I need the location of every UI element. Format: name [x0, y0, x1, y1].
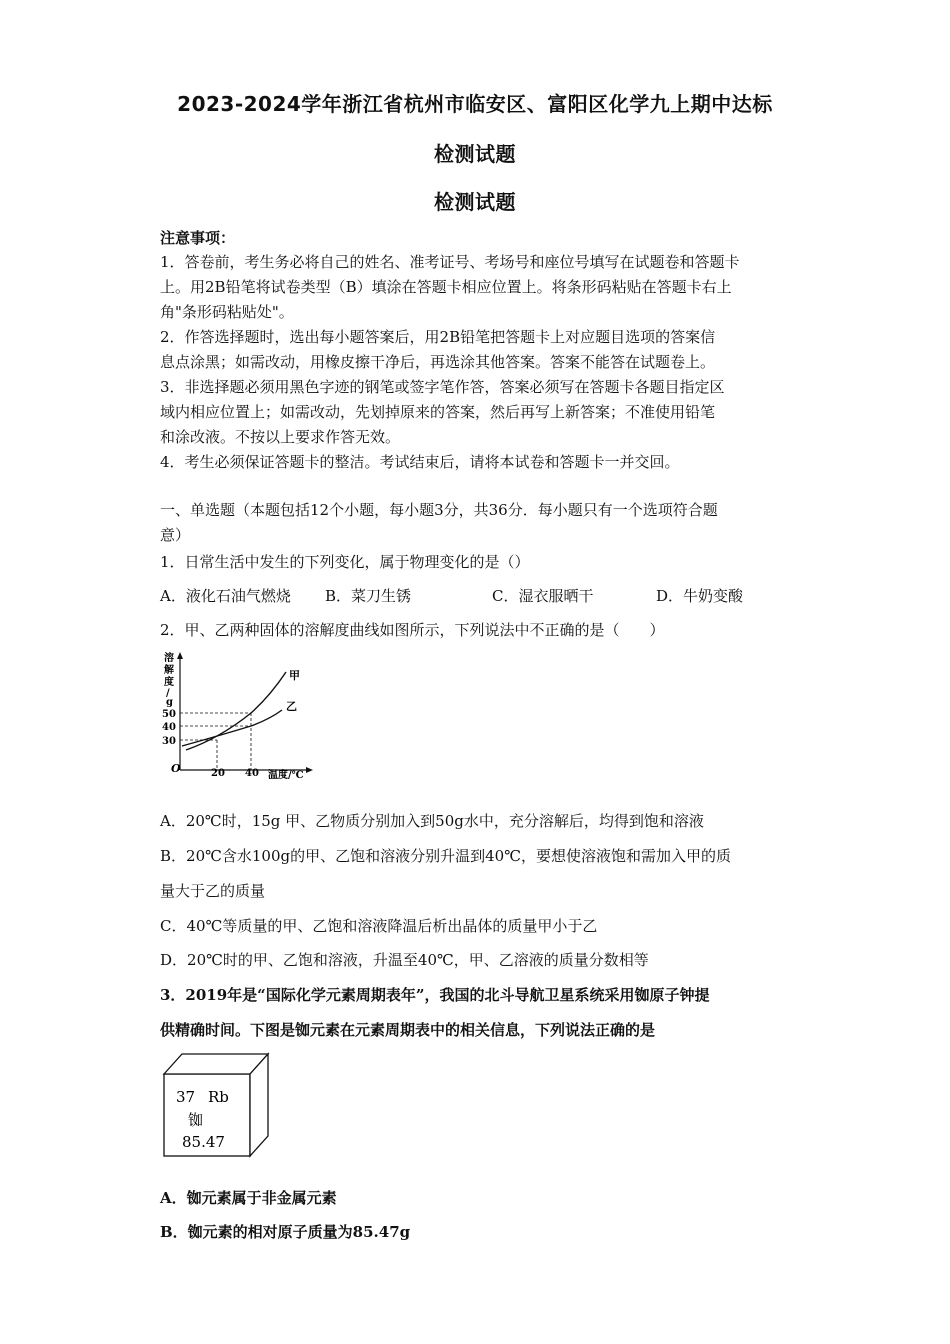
- q1-option-b: B．菜刀生锈: [325, 587, 412, 605]
- y-label-char: 解: [164, 665, 174, 676]
- q2-option-d: D．20℃时的甲、乙饱和溶液，升温至40℃，甲、乙溶液的质量分数相等: [160, 951, 649, 969]
- section-heading-cont: 意）: [160, 526, 191, 544]
- x-tick-40: 40: [245, 768, 259, 779]
- q3-option-a: A．铷元素属于非金属元素: [160, 1189, 337, 1207]
- curve-yi-label: 乙: [286, 700, 297, 713]
- notice-line: 4．考生必须保证答题卡的整洁。考试结束后，请将本试卷和答题卡一并交回。: [160, 453, 680, 471]
- x-tick-20: 20: [211, 768, 225, 779]
- x-axis-label: 温度/℃: [268, 770, 304, 781]
- q1-stem: 1．日常生活中发生的下列变化，属于物理变化的是（）: [160, 553, 530, 571]
- q1-option-a: A．液化石油气燃烧: [160, 587, 291, 605]
- q2-stem: 2．甲、乙两种固体的溶解度曲线如图所示，下列说法中不正确的是（ ）: [160, 621, 665, 639]
- q3-option-b: B．铷元素的相对原子质量为85.47g: [160, 1223, 411, 1241]
- exam-title: 2023-2024学年浙江省杭州市临安区、富阳区化学九上期中达标: [177, 92, 773, 116]
- q2-option-b: B．20℃含水100g的甲、乙饱和溶液分别升温到40℃，要想使溶液饱和需加入甲的质: [160, 847, 731, 865]
- y-tick-50: 50: [162, 709, 176, 720]
- exam-subtitle: 检测试题: [434, 142, 516, 166]
- q2-option-a: A．20℃时，15g 甲、乙物质分别加入到50g水中，充分溶解后，均得到饱和溶液: [160, 812, 704, 830]
- element-number: 37: [176, 1088, 196, 1106]
- element-symbol: Rb: [208, 1088, 229, 1106]
- notice-line: 2．作答选择题时，选出每小题答案后，用2B铅笔把答题卡上对应题目选项的答案信: [160, 328, 716, 346]
- origin-label: O: [171, 762, 181, 775]
- curve-jia: [186, 672, 286, 750]
- q3-stem-cont: 供精确时间。下图是铷元素在元素周期表中的相关信息，下列说法正确的是: [160, 1021, 656, 1039]
- q2-option-b-cont: 量大于乙的质量: [160, 882, 266, 900]
- notice-heading: 注意事项：: [160, 229, 236, 247]
- notice-line: 上。用2B铅笔将试卷类型（B）填涂在答题卡相应位置上。将条形码粘贴在答题卡右上: [160, 278, 732, 296]
- element-card-rb: [160, 1050, 275, 1160]
- notice-line: 角"条形码粘贴处"。: [160, 303, 294, 321]
- y-label-char: 溶: [164, 653, 174, 664]
- y-label-char: /: [166, 688, 170, 699]
- notice-line: 域内相应位置上；如需改动，先划掉原来的答案，然后再写上新答案；不准使用铅笔: [160, 403, 716, 421]
- exam-subtitle-repeat: 检测试题: [434, 190, 516, 214]
- y-tick-30: 30: [162, 736, 176, 747]
- notice-line: 3．非选择题必须用黑色字迹的钢笔或签字笔作答，答案必须写在答题卡各题目指定区: [160, 378, 725, 396]
- q1-option-c: C．湿衣服晒干: [492, 587, 594, 605]
- section-heading: 一、单选题（本题包括12个小题，每小题3分，共36分．每小题只有一个选项符合题: [160, 501, 718, 519]
- curve-jia-label: 甲: [289, 669, 300, 682]
- solubility-graph: [158, 648, 328, 783]
- y-label-char: g: [166, 697, 173, 708]
- q1-option-d: D．牛奶变酸: [656, 587, 744, 605]
- element-name: 铷: [188, 1111, 204, 1129]
- element-mass: 85.47: [182, 1133, 225, 1151]
- q2-option-c: C．40℃等质量的甲、乙饱和溶液降温后析出晶体的质量甲小于乙: [160, 917, 598, 935]
- curve-yi: [182, 710, 282, 746]
- notice-line: 息点涂黑；如需改动，用橡皮擦干净后，再选涂其他答案。答案不能答在试题卷上。: [160, 353, 716, 371]
- y-axis-arrow: [177, 652, 183, 659]
- notice-line: 和涂改液。不按以上要求作答无效。: [160, 428, 401, 446]
- y-label-char: 度: [164, 677, 174, 688]
- q3-stem: 3．2019年是“国际化学元素周期表年”，我国的北斗导航卫星系统采用铷原子钟提: [160, 986, 710, 1004]
- notice-line: 1．答卷前，考生务必将自己的姓名、准考证号、考场号和座位号填写在试题卷和答题卡: [160, 253, 740, 271]
- y-tick-40: 40: [162, 722, 176, 733]
- x-axis-arrow: [306, 767, 313, 773]
